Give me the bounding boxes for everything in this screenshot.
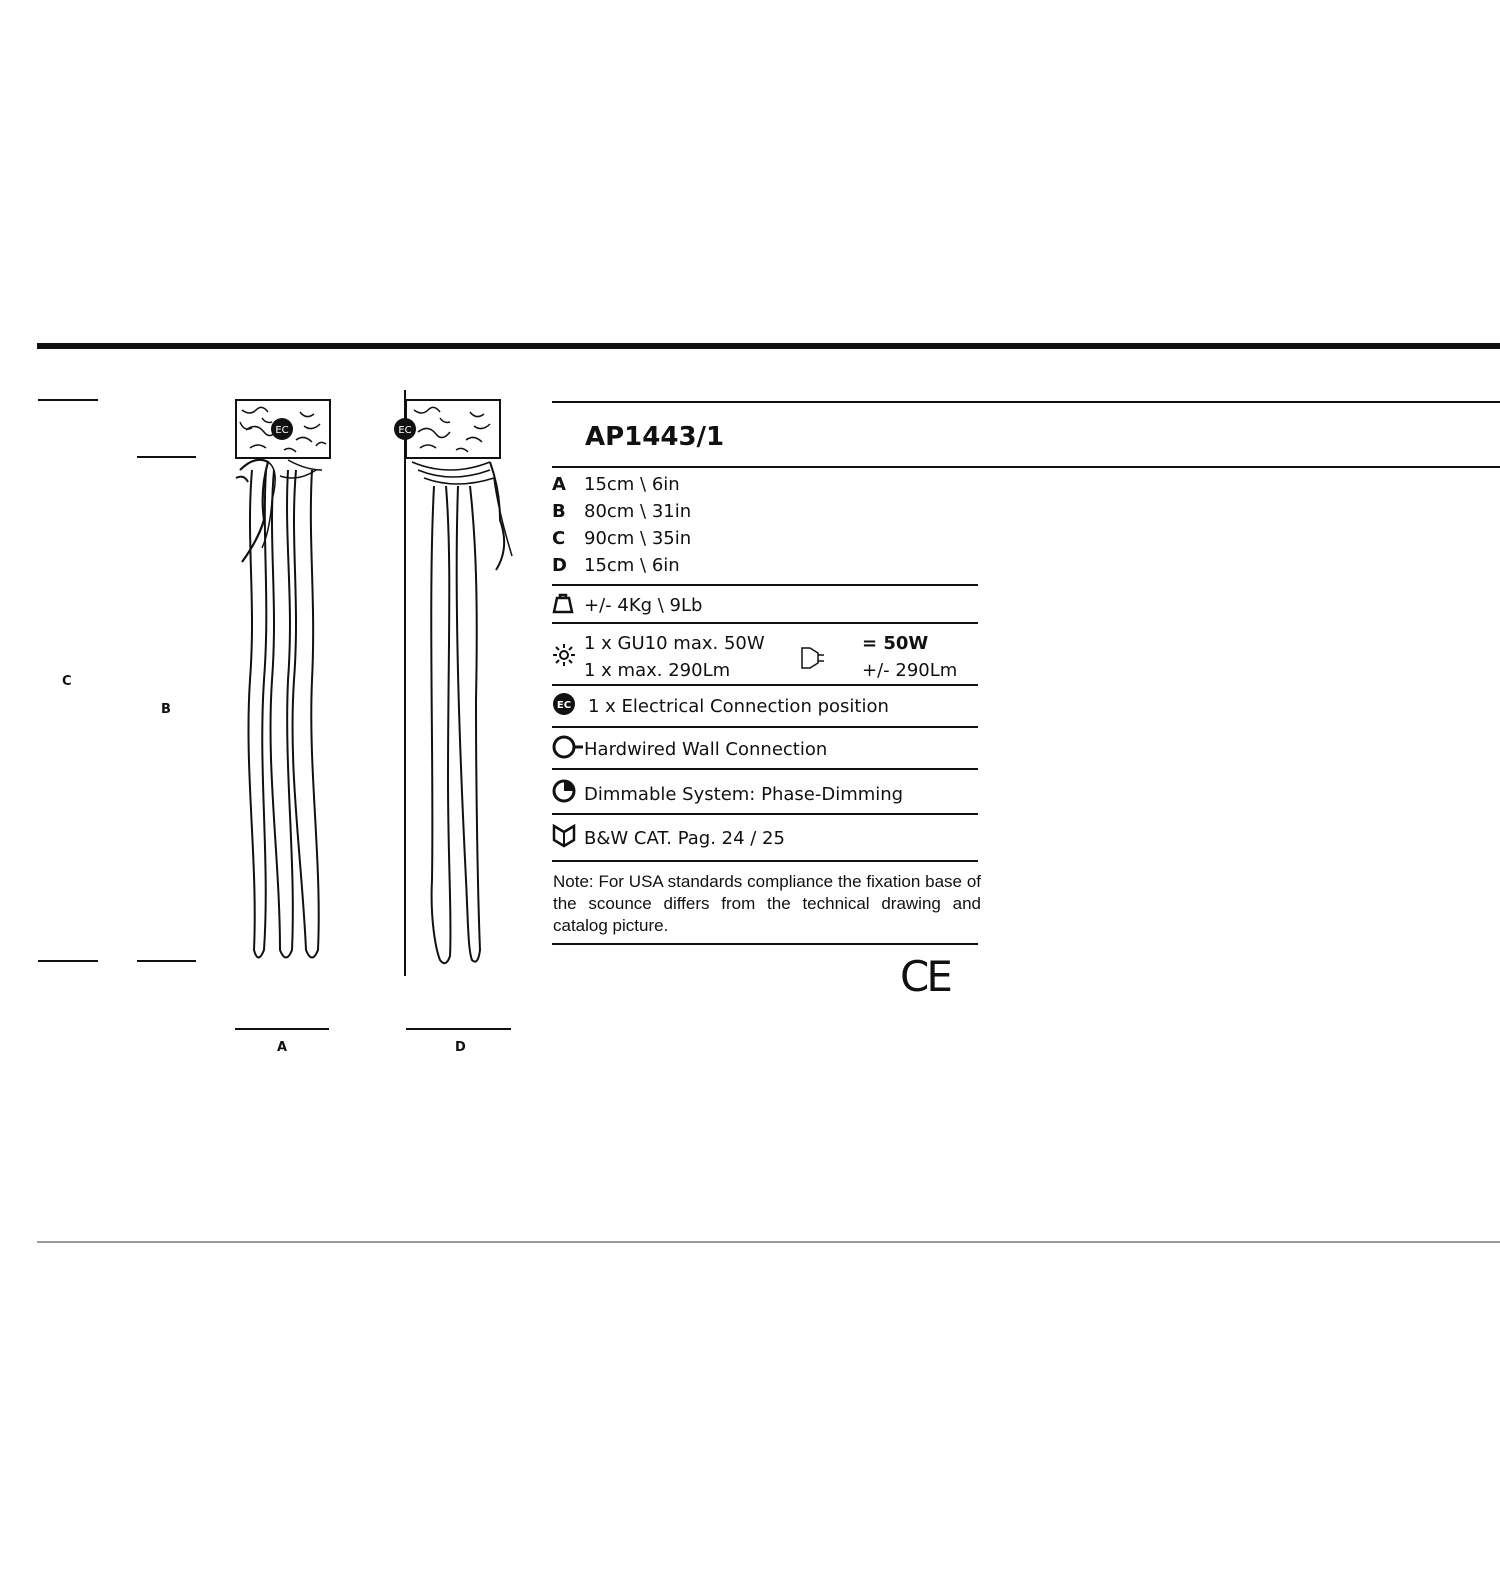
dim-row-c — [552, 528, 691, 549]
dimming-text: Dimmable System: Phase-Dimming — [584, 784, 904, 805]
separator — [552, 860, 978, 862]
weight-value: +/- 4Kg \ 9Lb — [584, 595, 703, 616]
dim-label-d: D — [455, 1040, 466, 1055]
equiv-lumens: +/- 290Lm — [862, 660, 958, 681]
catalog-text: B&W CAT. Pag. 24 / 25 — [584, 828, 785, 849]
bulb-icon — [800, 646, 830, 675]
dim-letter: A — [552, 474, 566, 495]
lamp-equivalent — [862, 630, 957, 684]
sun-icon — [552, 643, 584, 672]
separator — [552, 726, 978, 728]
separator — [552, 584, 978, 586]
separator — [552, 813, 978, 815]
spec-header-top-rule — [552, 401, 1500, 403]
svg-text:EC: EC — [398, 425, 412, 436]
wall-connection-icon — [552, 734, 584, 765]
separator — [552, 684, 978, 686]
lamp-line1: 1 x GU10 max. 50W — [584, 633, 765, 654]
dim-label-b: B — [161, 702, 171, 717]
dimmable-icon — [552, 779, 584, 810]
weight-icon — [552, 592, 584, 619]
dim-value: 15cm \ 6in — [584, 474, 680, 495]
separator — [552, 622, 978, 624]
dim-letter: C — [552, 528, 566, 549]
catalog-icon — [552, 824, 584, 853]
ec-badge-side — [394, 418, 416, 440]
connection-row — [552, 734, 827, 765]
lamp-row — [552, 630, 765, 684]
dim-label-a: A — [277, 1040, 288, 1055]
ce-mark: CE — [900, 952, 950, 1001]
dim-row-a — [552, 474, 680, 495]
dim-value: 15cm \ 6in — [584, 555, 680, 576]
dim-value: 90cm \ 35in — [584, 528, 692, 549]
electrical-text: 1 x Electrical Connection position — [588, 696, 889, 717]
dimming-row — [552, 779, 903, 810]
dim-value: 80cm \ 31in — [584, 501, 692, 522]
front-view — [236, 400, 330, 958]
equiv-watts: = 50W — [862, 633, 929, 654]
ec-icon — [552, 692, 584, 721]
dim-row-b — [552, 501, 691, 522]
dim-row-d — [552, 555, 680, 576]
weight-row — [552, 592, 702, 619]
side-view — [405, 390, 512, 976]
svg-text:EC: EC — [556, 700, 572, 711]
dim-letter: B — [552, 501, 566, 522]
product-code: AP1443/1 — [585, 422, 725, 452]
ec-badge-front — [271, 418, 293, 440]
usa-compliance-note: Note: For USA standards compliance the fixation base of the scounce differs from the technical drawing and catalog picture. — [553, 872, 981, 935]
separator — [552, 768, 978, 770]
catalog-row — [552, 824, 785, 853]
lamp-line2: 1 x max. 290Lm — [584, 660, 731, 681]
spec-header-bottom-rule — [552, 466, 1500, 468]
dim-label-c: C — [62, 674, 72, 689]
dim-letter: D — [552, 555, 567, 576]
note-bottom-rule — [552, 943, 978, 945]
lamp-text — [584, 630, 765, 684]
connection-text: Hardwired Wall Connection — [584, 739, 828, 760]
electrical-row — [552, 692, 889, 721]
svg-text:EC: EC — [275, 425, 289, 436]
